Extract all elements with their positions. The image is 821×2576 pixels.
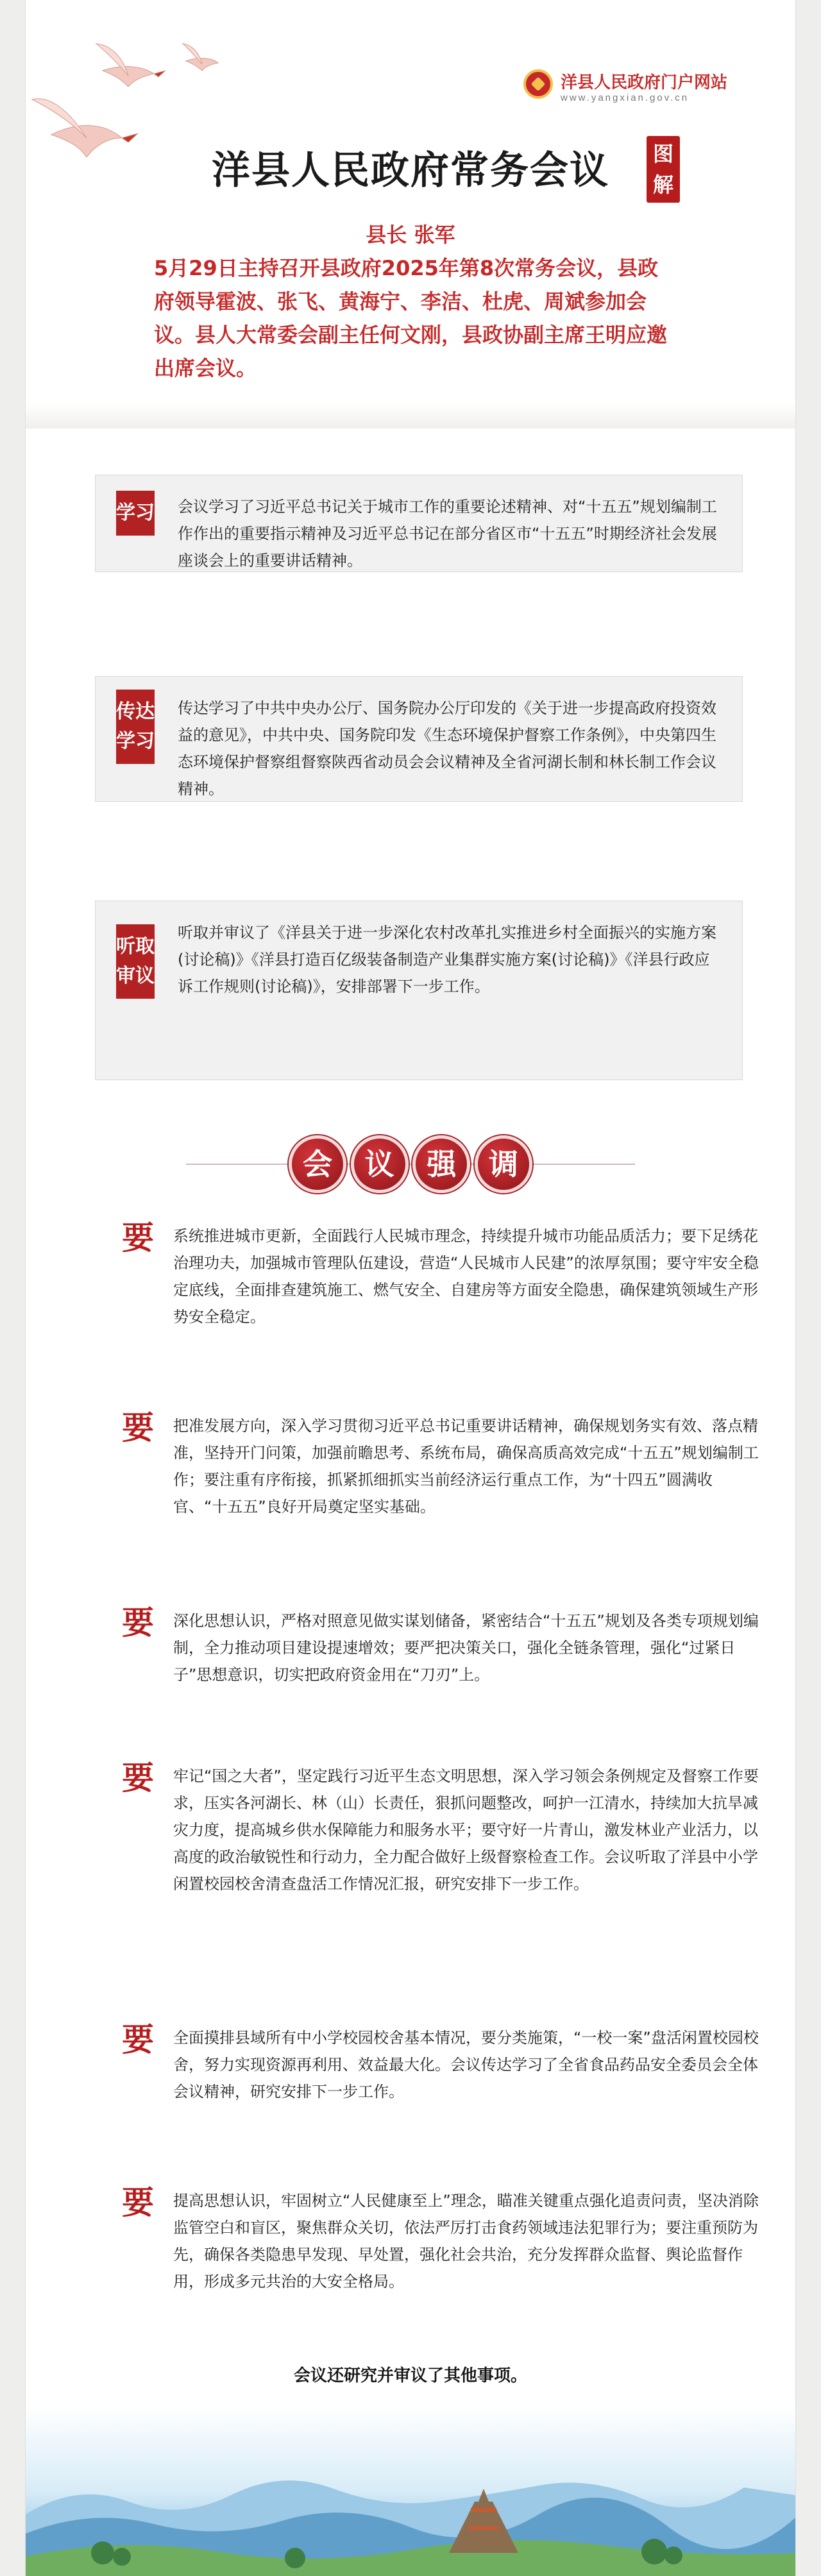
point-mark: 要 [122, 1759, 154, 1797]
site-url: www.yangxian.gov.cn [561, 92, 690, 103]
closing-note: 会议还研究并审议了其他事项。 [293, 2366, 527, 2385]
heading-char: 强 [412, 1135, 470, 1193]
point-text: 系统推进城市更新，全面践行人民城市理念，持续提升城市功能品质活力；要下足绣花治理功夫，加强城市管理队伍建设，营造“人民城市人民建”的浓厚氛围；要守牢安全稳定底线，全面排查建筑施工、燃气安全、自建房等方面安全隐患，确保建筑领域生产形势安全稳定。 [173, 1227, 759, 1326]
emphasis-point [122, 2021, 763, 2130]
emphasis-point [122, 1759, 763, 1945]
meeting-emphasis-heading [26, 1123, 795, 1206]
intro-text: 5月29日主持召开县政府2025年第8次常务会议，县政府领导霍波、张飞、黄海宁、李洁、杜虎、周斌参加会议。县人大常委会副主任何文刚，县政协副主席王明应邀出席会议。 [154, 256, 668, 380]
review-tag: 听取审议 [116, 924, 155, 999]
point-mark: 要 [122, 1409, 154, 1446]
point-text: 全面摸排县域所有中小学校园校舍基本情况，要分类施策，“一校一案”盘活闲置校园校舍，努力实现资源再利用、效益最大化。会议传达学习了全省食品药品安全委员会全体会议精神，研究安排下一步工作。 [173, 2029, 759, 2101]
site-logo[interactable] [523, 67, 741, 112]
page-title: 洋县人民政府常务会议 [212, 148, 609, 193]
heading-char: 调 [475, 1135, 532, 1193]
heading-char: 议 [351, 1135, 409, 1193]
point-mark: 要 [122, 1604, 154, 1641]
point-mark: 要 [122, 1219, 154, 1257]
section-divider [26, 403, 795, 428]
byline: 县长 张军 [366, 223, 455, 247]
point-text: 把准发展方向，深入学习贯彻习近平总书记重要讲话精神，确保规划务实有效、落点精准，坚持开门问策，加强前瞻思考、系统布局，确保高质高效完成“十五五”规划编制工作；要注重有序衔接，抓紧抓细抓实当前经济运行重点工作，为“十四五”圆满收官、“十五五”良好开局奠定坚实基础。 [173, 1417, 759, 1516]
review-box [95, 901, 743, 1080]
intro-block [154, 218, 667, 385]
site-name: 洋县人民政府门户网站 [561, 73, 728, 92]
point-text: 牢记“国之大者”，坚定践行习近平生态文明思想，深入学习领会条例规定及督察工作要求，压实各河湖长、林（山）长责任，狠抓问题整改，呵护一江清水，持续加大抗旱减灾力度，提高城乡供水保障能力和服务水平；要守好一片青山，激发林业产业活力，以高度的政治敏锐性和行动力，全力配合做好上级督察检查工作。会议听取了洋县中小学闲置校园校舍清查盘活工作情况汇报，研究安排下一步工作。 [173, 1767, 759, 1893]
heading-char: 会 [289, 1135, 346, 1193]
emphasis-point [122, 1604, 763, 1719]
point-mark: 要 [122, 2183, 154, 2221]
relay-study-box [95, 676, 743, 802]
study-box [95, 475, 743, 572]
government-emblem-icon [523, 69, 553, 99]
review-text: 听取并审议了《洋县关于进一步深化农村改革扎实推进乡村全面振兴的实施方案(讨论稿)》《洋县打造百亿级装备制造产业集群实施方案(讨论稿)》《洋县行政应诉工作规则(讨论稿)》，安排部署下一步工作。 [178, 924, 716, 996]
study-tag: 学习 [116, 491, 155, 536]
illustrated-seal: 图解 [647, 136, 680, 203]
point-mark: 要 [122, 2021, 154, 2058]
point-text: 深化思想认识，严格对照意见做实谋划储备，紧密结合“十五五”规划及各类专项规划编制，全力推动项目建设提速增效；要严把决策关口，强化全链条管理，强化“过紧日子”思想意识，切实把政府资金用在“刀刃”上。 [173, 1612, 759, 1684]
emphasis-point [122, 2183, 763, 2337]
infographic-page [26, 0, 795, 2576]
landscape-footer-illustration [26, 2405, 795, 2576]
study-text: 会议学习了习近平总书记关于城市工作的重要论述精神、对“十五五”规划编制工作作出的重要指示精神及习近平总书记在部分省区市“十五五”时期经济社会发展座谈会上的重要讲话精神。 [178, 498, 717, 570]
emphasis-point [122, 1409, 763, 1563]
emphasis-point [122, 1219, 763, 1373]
relay-study-tag: 传达学习 [116, 690, 155, 764]
point-text: 提高思想认识，牢固树立“人民健康至上”理念，瞄准关键重点强化追责问责，坚决消除监管空白和盲区，聚焦群众关切，依法严厉打击食药领域违法犯罪行为；要注重预防为先，确保各类隐患早发现、早处置，强化社会共治，充分发挥群众监督、舆论监督作用，形成多元共治的大安全格局。 [173, 2192, 759, 2291]
relay-study-text: 传达学习了中共中央办公厅、国务院办公厅印发的《关于进一步提高政府投资效益的意见》，中共中央、国务院印发《生态环境保护督察工作条例》，中央第四生态环境保护督察组督察陕西省动员会会议精神及全省河湖长制和林长制工作会议精神。 [178, 699, 716, 798]
